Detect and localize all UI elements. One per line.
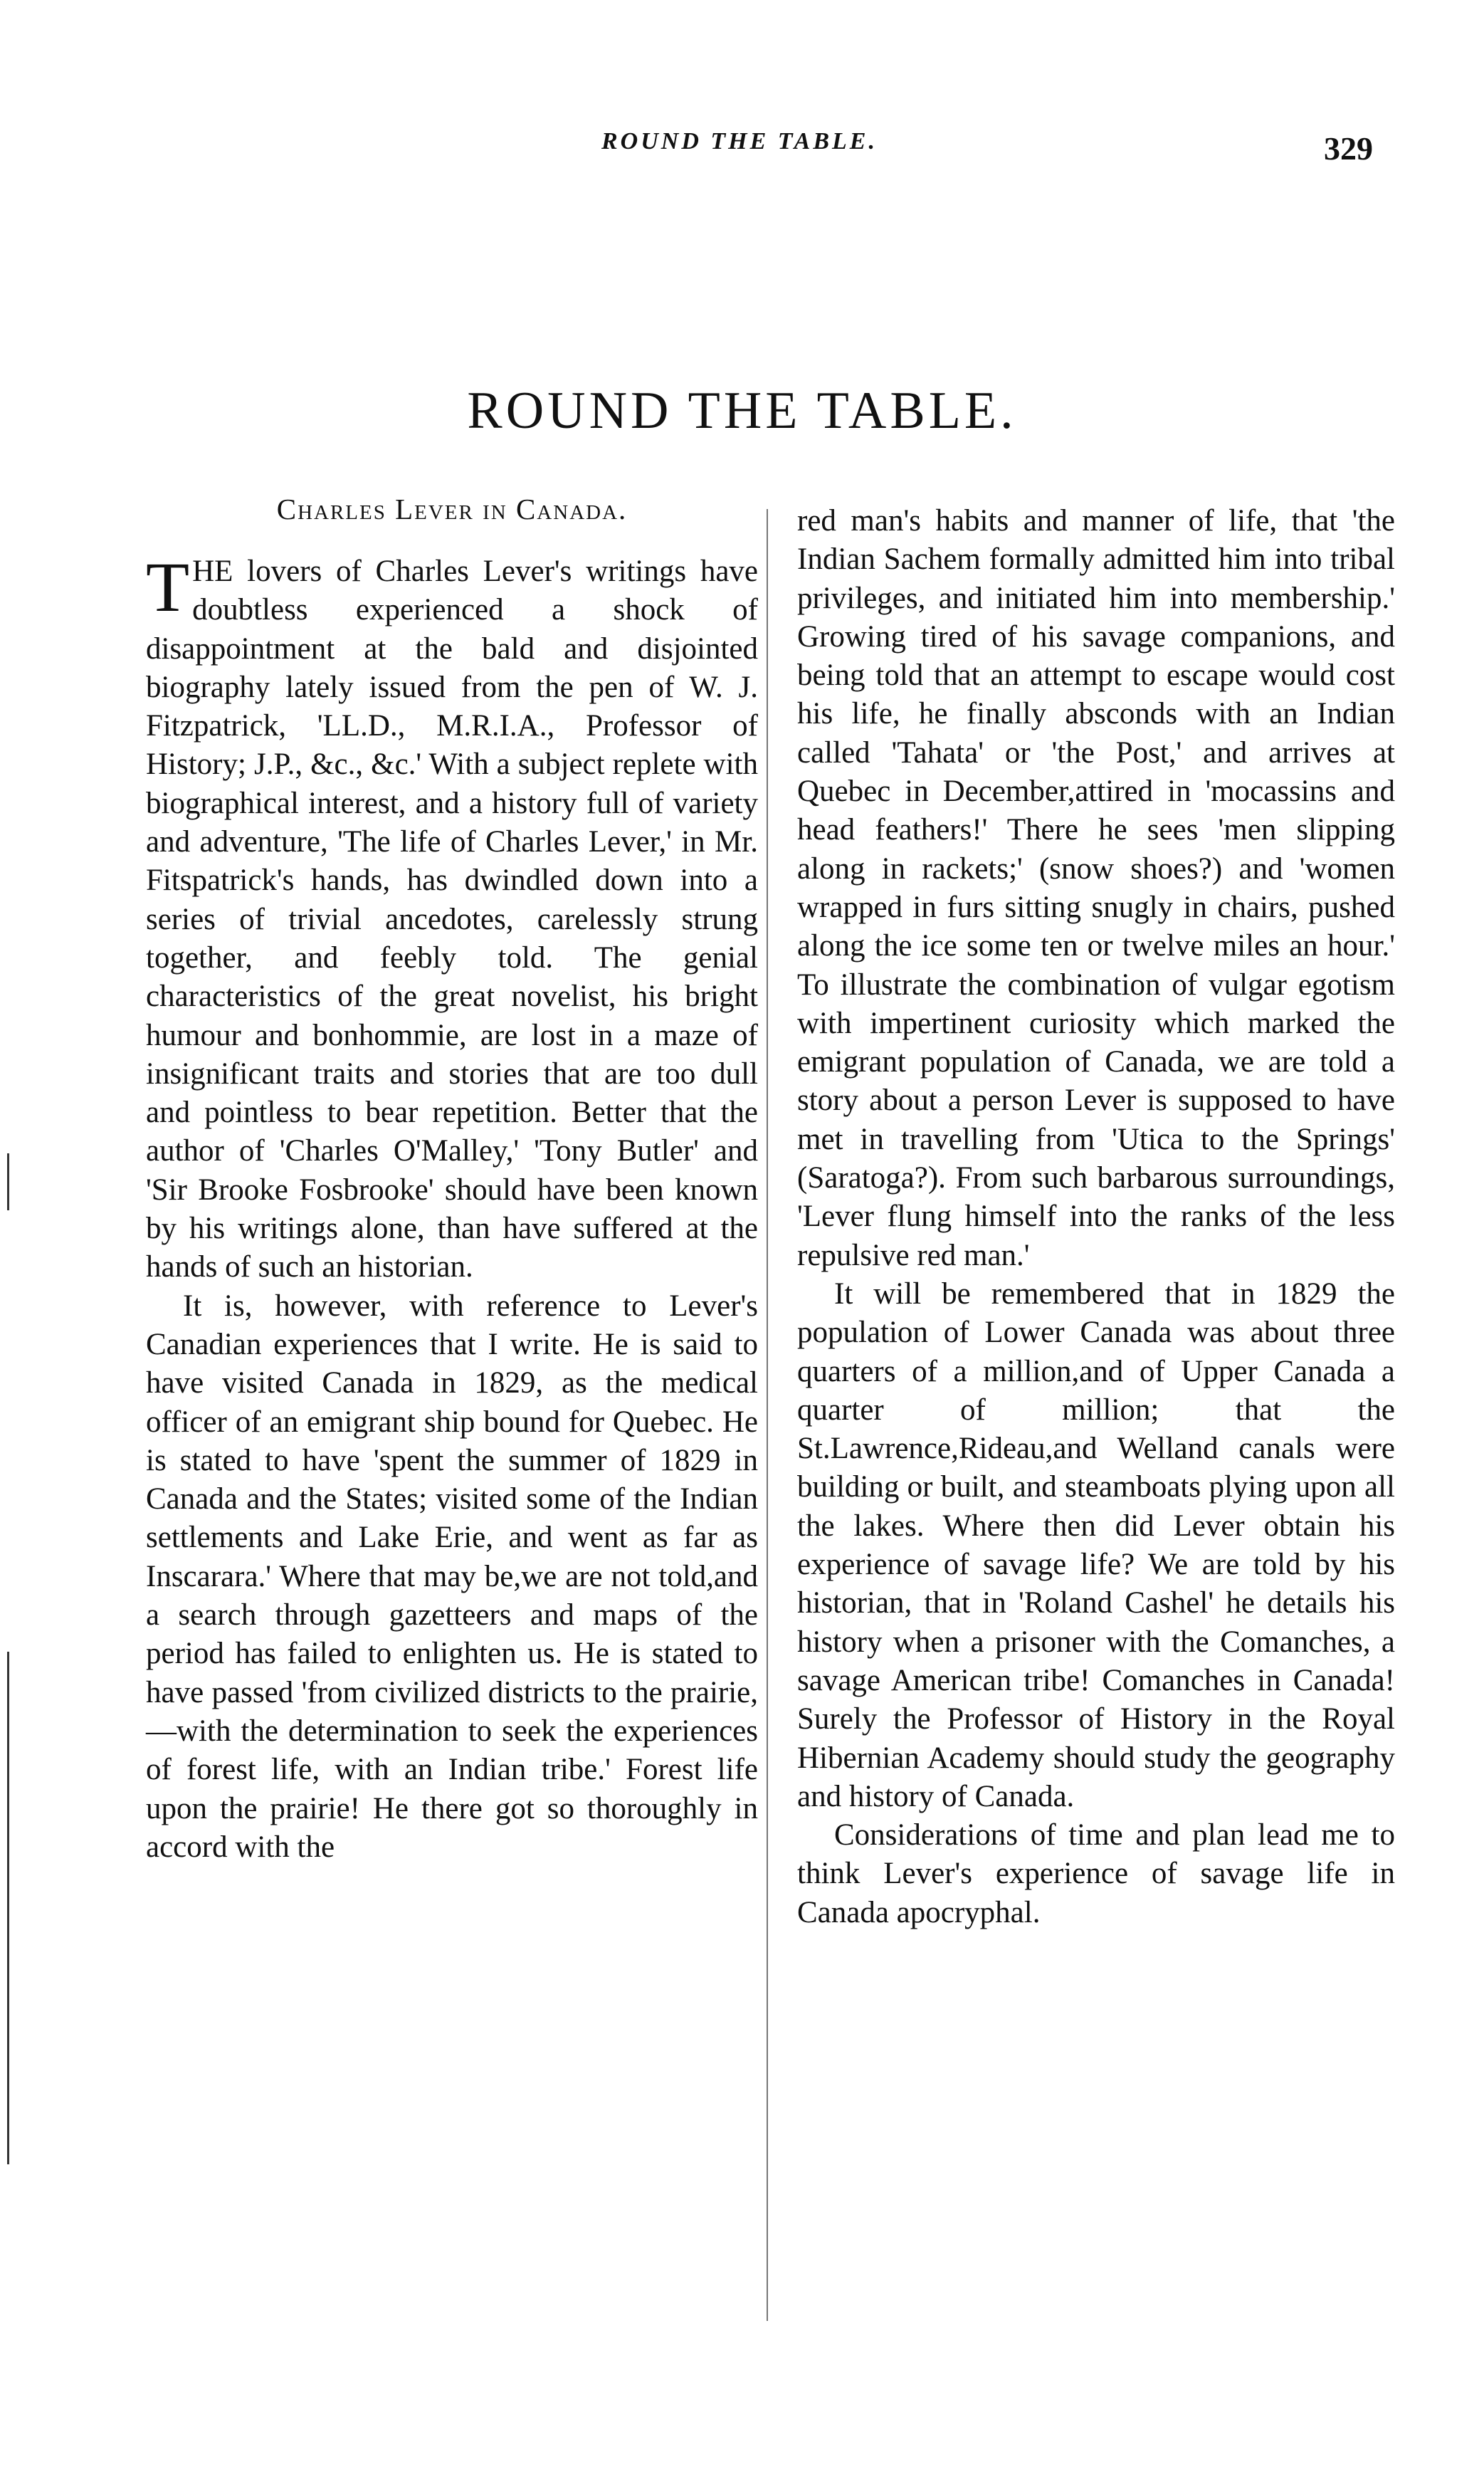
- section-heading: Charles Lever in Canada.: [276, 493, 628, 525]
- binding-edge-mark: [7, 1652, 9, 2164]
- running-head: ROUND THE TABLE.: [601, 128, 878, 154]
- paragraph: THE lovers of Charles Lever's writings have doubtless experienced a shock of disappointment at the bald and disjointed biography lately issued from the pen of W. J. Fitzpatrick, 'LL.D., M.R.I.A., Professor of History; J.P., &c., &c.' With a subject replete with biographical interest, and a history full of variety and adventure, 'The life of Charles Lever,' in Mr. Fitspatrick's hands, has dwindled down into a series of trivial ancedotes, carelessly strung together, and feebly told. The genial characteristics of the great novelist, his bright humour and bonhommie, are lost in a maze of insignificant traits and stories that are too dull and pointless to bear repetition. Better that the author of 'Charles O'Malley,' 'Tony Butler' and 'Sir Brooke Fosbrooke' should have been known by his writings alone, than have suffered at the hands of such an historian.: [146, 547, 758, 1284]
- column-divider: [767, 509, 768, 2321]
- page-number: 329: [1324, 130, 1373, 167]
- binding-edge-mark: [7, 1153, 9, 1210]
- paragraph: It will be remembered that in 1829 the population of Lower Canada was about three quarters of a million,and of Upper Canada a quarter of million; that the St.Lawrence,Rideau,and Welland canals were building or built, and steamboats plying upon all the lakes. Where then did Lever obtain his experience of savage life? We are told by his historian, that in 'Roland Cashel' he details his history when a prisoner with the Comanches, a savage American tribe! Comanches in Canada! Surely the Professor of History in the Royal Hibernian Academy should study the geography and history of Canada.: [797, 1277, 1395, 1813]
- left-column: [146, 491, 758, 1867]
- paragraph: red man's habits and manner of life, that 'the Indian Sachem formally admitted him into tribal privileges, and initiated him into membership.' Growing tired of his savage companions, and being told that an attempt to escape would cost his life, he finally absconds with an Indian called 'Tahata' or 'the Post,' and arrives at Quebec in December,attired in 'mocassins and head feathers!' There he sees 'men slipping along in rackets;' (snow shoes?) and 'women wrapped in furs sitting snugly in chairs, pushed along the ice some ten or twelve miles an hour.' To illustrate the combination of vulgar egotism with impertinent curiosity which marked the emigrant population of Canada, we are told a story about a person Lever is supposed to have met in travelling from 'Utica to the Springs' (Saratoga?). From such barbarous surroundings, 'Lever flung himself into the ranks of the less repulsive red man.': [797, 504, 1395, 1272]
- paragraph: Considerations of time and plan lead me to think Lever's experience of savage life in Canada apocryphal.: [797, 1818, 1395, 1929]
- paragraph: It is, however, with reference to Lever's Canadian experiences that I write. He is said to have visited Canada in 1829, as the medical officer of an emigrant ship bound for Quebec. He is stated to have 'spent the summer of 1829 in Canada and the States; visited some of the Indian settlements and Lake Erie, and went as far as Inscarara.' Where that may be,we are not told,and a search through gazetteers and maps of the period has failed to enlighten us. He is stated to have passed 'from civilized districts to the prairie,—with the determination to seek the experiences of forest life, with an Indian tribe.' Forest life upon the prairie! He there got so thoroughly in accord with the: [146, 1289, 758, 1864]
- article-title: ROUND THE TABLE.: [467, 382, 1017, 440]
- right-column: [797, 502, 1395, 1932]
